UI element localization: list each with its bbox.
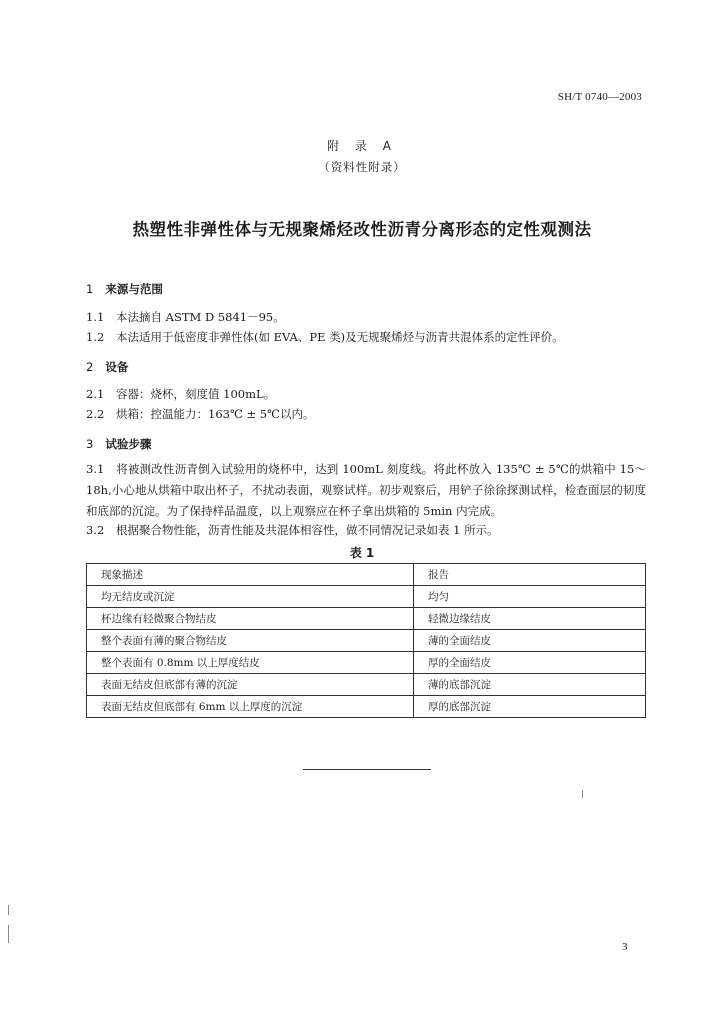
scan-mark — [582, 790, 583, 798]
table-row — [87, 608, 646, 630]
table-row — [87, 586, 646, 608]
section-heading — [86, 359, 128, 375]
section-number: 3 — [86, 437, 94, 451]
table-cell: 均匀 — [414, 586, 646, 608]
table-cell: 整个表面有薄的聚合物结皮 — [87, 630, 414, 652]
phenomenon-table — [86, 563, 646, 718]
appendix-type: （资料性附录） — [318, 160, 406, 174]
table-cell: 整个表面有 0.8mm 以上厚度结皮 — [87, 652, 414, 674]
clause-number: 3.2 — [86, 523, 105, 537]
appendix-label: 附 录 A — [327, 139, 397, 153]
section-title: 设备 — [105, 360, 129, 374]
table-header-cell: 现象描述 — [87, 564, 414, 586]
table-cell: 表面无结皮但底部有薄的沉淀 — [87, 674, 414, 696]
table-cell: 厚的全面结皮 — [414, 652, 646, 674]
clause-number: 3.1 — [86, 462, 105, 476]
clause-text: 烘箱：控温能力：163℃ ± 5℃以内。 — [116, 407, 315, 421]
section-heading — [86, 281, 163, 297]
clause-text: 本法摘自 ASTM D 5841－95。 — [116, 310, 285, 324]
clause — [86, 309, 285, 325]
section-title: 来源与范围 — [105, 282, 163, 296]
section-number: 2 — [86, 360, 94, 374]
end-rule — [303, 769, 431, 770]
table-row — [87, 652, 646, 674]
clause-text: 将被测改性沥青倒入试验用的烧杯中，达到 100mL 刻度线。将此杯放入 135℃ ± 5℃的烘箱中 15～18h,小心地从烘箱中取出杯子，不扰动表面，观察试样。初步观察后，用铲子徐徐探测试样，检查面层的韧度和底部的沉淀。为了保持样品温度，以上观察应在杯子拿出烘箱的 5min 内完成。 — [86, 462, 646, 518]
table-title: 表 1 — [349, 546, 375, 560]
standard-code: SH/T 0740—2003 — [557, 91, 642, 103]
table-header-row — [87, 564, 646, 586]
table-cell: 薄的全面结皮 — [414, 630, 646, 652]
table-cell: 轻微边缘结皮 — [414, 608, 646, 630]
clause-number: 2.2 — [86, 407, 105, 421]
clause-text: 容器：烧杯，刻度值 100mL。 — [116, 387, 276, 401]
table-cell: 均无结皮或沉淀 — [87, 586, 414, 608]
clause — [86, 329, 564, 345]
section-heading — [86, 436, 151, 452]
table-cell: 表面无结皮但底部有 6mm 以上厚度的沉淀 — [87, 696, 414, 718]
table-row — [87, 630, 646, 652]
clause — [86, 406, 314, 422]
section-title: 试验步骤 — [105, 437, 152, 451]
table-row — [87, 696, 646, 718]
table-cell: 薄的底部沉淀 — [414, 674, 646, 696]
table-cell: 杯边缘有轻微聚合物结皮 — [87, 608, 414, 630]
clause-paragraph — [86, 459, 646, 522]
clause — [86, 522, 499, 538]
clause-text: 本法适用于低密度非弹性体(如 EVA、PE 类)及无规聚烯烃与沥青共混体系的定性评价。 — [116, 330, 564, 344]
page-number: 3 — [622, 941, 628, 953]
table-cell: 厚的底部沉淀 — [414, 696, 646, 718]
document-title: 热塑性非弹性体与无规聚烯烃改性沥青分离形态的定性观测法 — [132, 220, 592, 239]
clause — [86, 386, 275, 402]
scan-mark — [8, 925, 9, 943]
scan-mark — [8, 905, 9, 915]
clause-number: 1.1 — [86, 310, 105, 324]
table-row — [87, 674, 646, 696]
clause-number: 1.2 — [86, 330, 105, 344]
table-header-cell: 报告 — [414, 564, 646, 586]
section-number: 1 — [86, 282, 94, 296]
clause-number: 2.1 — [86, 387, 105, 401]
clause-text: 根据聚合物性能，沥青性能及共混体相容性，做不同情况记录如表 1 所示。 — [116, 523, 499, 537]
